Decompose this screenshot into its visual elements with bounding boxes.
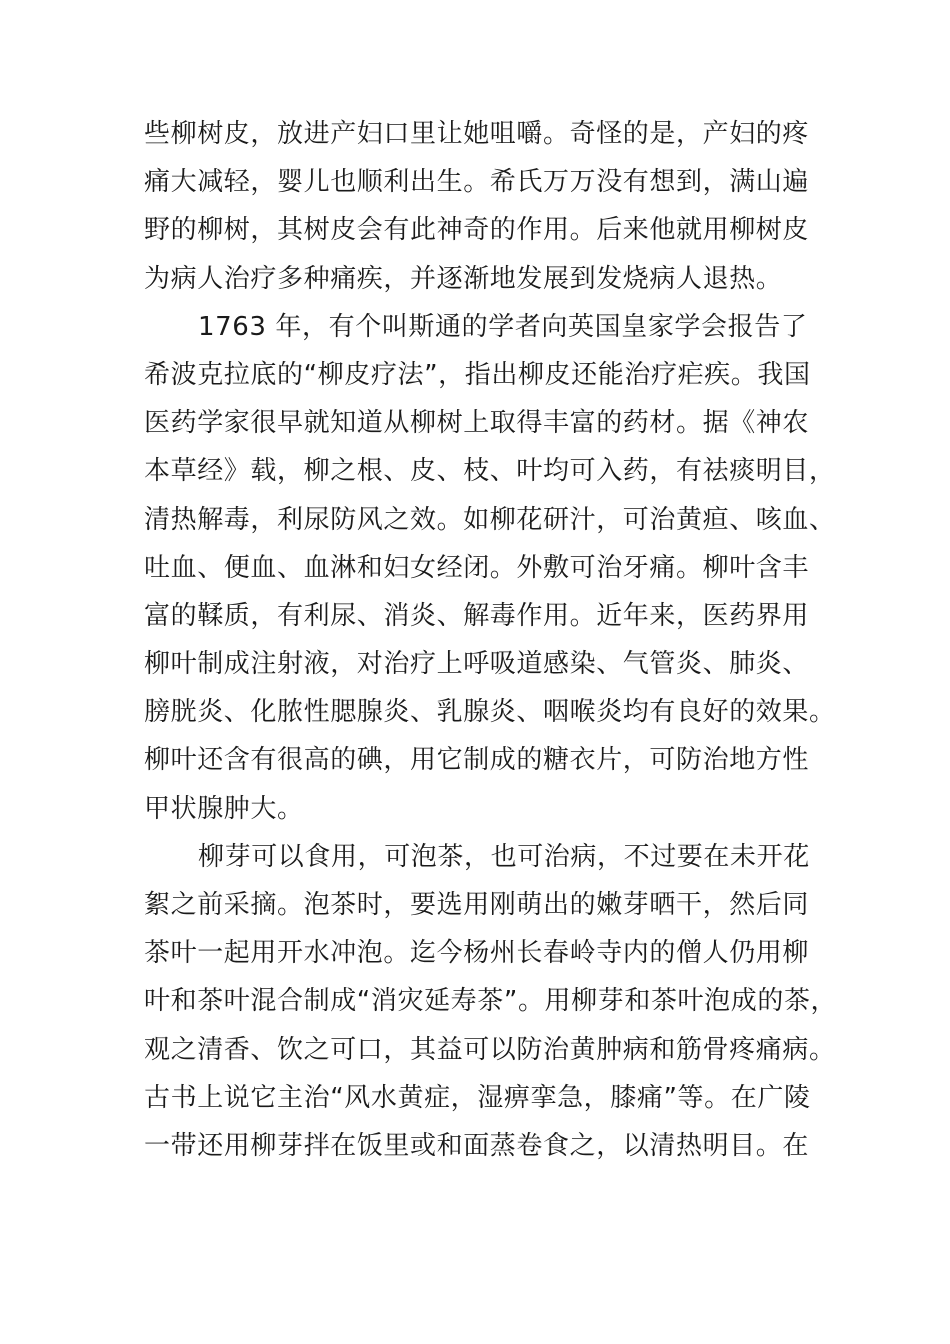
text-line: 医药学家很早就知道从柳树上取得丰富的药材。据《神农 (144, 408, 810, 439)
text-line: 絮之前采摘。泡茶时，要选用刚萌出的嫩芽晒干，然后同 (144, 890, 810, 920)
text-line: 吐血、便血、血淋和妇女经闭。外敷可治牙痛。柳叶含丰 (144, 552, 810, 583)
text-line: 叶和茶叶混合制成“消灾延寿茶”。用柳芽和茶叶泡成的茶， (144, 986, 838, 1017)
text-line: 膀胱炎、化脓性腮腺炎、乳腺炎、咽喉炎均有良好的效果。 (144, 697, 836, 728)
text-line: 富的鞣质，有利尿、消炎、解毒作用。近年来，医药界用 (144, 600, 810, 631)
text-line: 一带还用柳芽拌在饭里或和面蒸卷食之，以清热明目。在 (144, 1130, 810, 1161)
text-line: 茶叶一起用开水冲泡。迄今杨州长春岭寺内的僧人仍用柳 (144, 938, 810, 969)
text-line: 为病人治疗多种痛疾，并逐渐地发展到发烧病人退热。 (144, 263, 783, 294)
text-line: 痛大减轻，婴儿也顺利出生。希氏万万没有想到，满山遍 (144, 167, 810, 198)
text-line: 甲状腺肿大。 (144, 793, 304, 824)
text-line: 柳叶制成注射液，对治疗上呼吸道感染、气管炎、肺炎、 (144, 649, 810, 680)
text-line: 古书上说它主治“风水黄症，湿痹挛急，膝痛”等。在广陵 (144, 1082, 811, 1113)
paragraph-start-line: 1763 年，有个叫斯通的学者向英国皇家学会报告了 (198, 311, 808, 342)
text-line: 希波克拉底的“柳皮疗法”，指出柳皮还能治疗疟疾。我国 (144, 359, 811, 390)
text-line: 本草经》载，柳之根、皮、枝、叶均可入药，有祛痰明目， (144, 456, 836, 487)
text-line: 些柳树皮，放进产妇口里让她咀嚼。奇怪的是，产妇的疼 (144, 119, 810, 149)
text-line: 野的柳树，其树皮会有此神奇的作用。后来他就用柳树皮 (144, 215, 810, 246)
text-line: 清热解毒，利尿防风之效。如柳花研汁，可治黄疸、咳血、 (144, 504, 836, 535)
body-text (144, 110, 838, 1170)
text-line: 柳叶还含有很高的碘，用它制成的糖衣片，可防治地方性 (144, 745, 810, 776)
paragraph-start-line: 柳芽可以食用，可泡茶，也可治病，不过要在未开花 (198, 841, 810, 872)
text-line: 观之清香、饮之可口，其益可以防治黄肿病和筋骨疼痛病。 (144, 1034, 836, 1065)
